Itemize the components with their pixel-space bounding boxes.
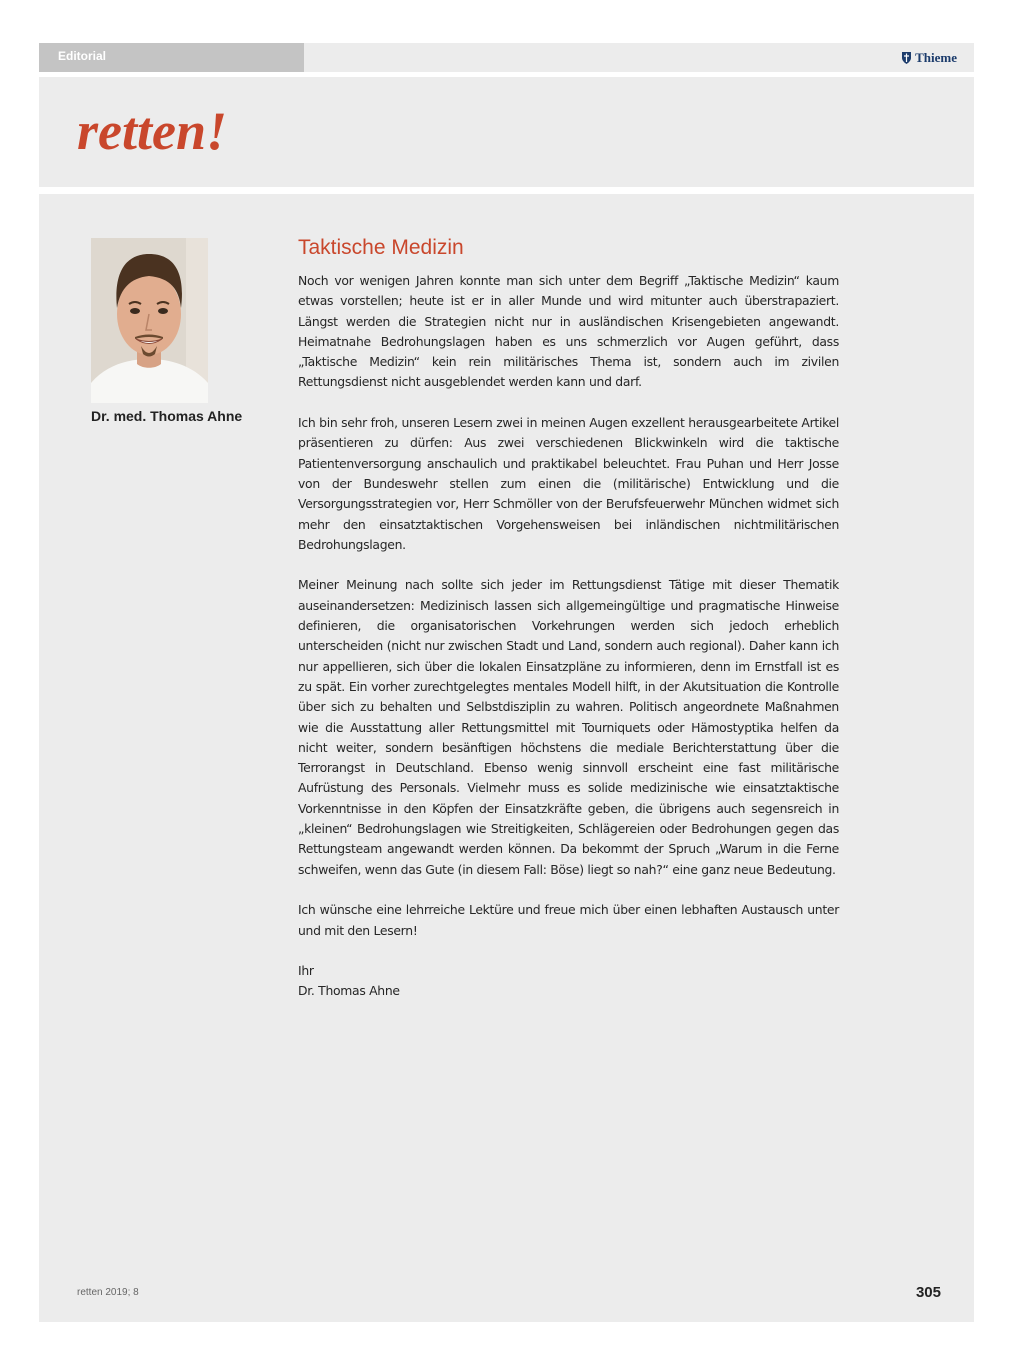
signature: Ihr Dr. Thomas Ahne: [298, 963, 400, 999]
editorial-panel: [39, 194, 974, 1322]
author-caption: Dr. med. Thomas Ahne: [91, 408, 243, 424]
article-paragraph: Meiner Meinung nach sollte sich jeder im Rettungsdienst Tätige mit dieser Thematik auseinandersetzen: Medizinisch lassen sich allgemeingültige und pragmatische Hinweise definieren, die organisatorischen Vorkehrungen werden sich jedoch erheblich unterscheiden (nicht nur zwischen Stadt und Land, sondern auch regional). Daher kann ich nur appellieren, sich über die lokalen Einsatzpläne zu informieren, denn im Ernstfall ist es zu spät. Ein vorher zurechtgelegtes mentales Modell hilft, in der Akutsituation die Kontrolle über sich zu behalten und Selbstdisziplin zu wahren. Politisch angeordnete Maßnahmen wie die Ausstattung aller Rettungsmittel mit Tourniquets oder Hämostyptika helfen da nicht weiter, sondern besänftigen höchstens die mediale Berichterstattung über die Terrorangst in Deutschland. Ebenso wenig sinnvoll erscheint eine fast militärische Aufrüstung des Personals. Vielmehr muss es solide medizinische wie einsatztaktische Vorkenntnisse in den Köpfen der Einsatzkräfte geben, die übrigens auch segensreich in „kleinen“ Bedrohungslagen wie Streitigkeiten, Schlägereien oder Bedrohungen gegen das Rettungsteam angewandt werden können. Da bekommt der Spruch „Warum in die Ferne schweifen, wenn das Gute (in diesem Fall: Böse) liegt so nah?“ eine ganz neue Bedeutung.: [298, 577, 839, 877]
section-label: Editorial: [39, 43, 304, 72]
publisher-name: Thieme: [915, 50, 957, 65]
article-paragraph: Ich bin sehr froh, unseren Lesern zwei in meinen Augen exzellent herausgearbeitete Artikel präsentieren zu dürfen: Aus zwei verschiedenen Blickwinkeln wird die taktische Patientenversorgung anschaulich und praktikabel beleuchtet. Frau Puhan und Herr Josse von der Bundeswehr stellen zum einen die (militärische) Entwicklung und die Versorgungsstrategien vor, Herr Schmöller von der Berufsfeuerwehr München widmet sich mehr den einsatztaktischen Vorgehensweisen bei inländischen nichtmilitärischen Bedrohungslagen.: [298, 415, 839, 552]
running-header: [39, 43, 974, 72]
article-paragraph: Noch vor wenigen Jahren konnte man sich unter dem Begriff „Taktische Medizin“ kaum etwas vorstellen; heute ist er in aller Munde und wird mitunter auch überstrapaziert. Längst werden die Strategien nicht nur in ausländischen Krisengebieten angewandt. Heimatnahe Bedrohungslagen haben es uns schmerzlich vor Augen geführt, dass „Taktische Medizin“ kein rein militärisches Thema ist, sondern auch im zivilen Rettungsdienst nicht ausgeblendet werden kann und darf.: [298, 273, 839, 390]
publisher-logo: [901, 50, 957, 66]
thieme-crest-icon: [901, 51, 912, 65]
journal-header: [39, 77, 974, 187]
author-photo: [91, 238, 208, 403]
journal-title: retten!: [77, 101, 228, 161]
editorial-article: [298, 234, 839, 1002]
article-paragraph: Ich wünsche eine lehrreiche Lektüre und freue mich über einen lebhaften Austausch unter und mit den Lesern!: [298, 902, 839, 938]
page-number: 305: [915, 1284, 941, 1301]
citation: retten 2019; 8: [77, 1287, 139, 1298]
article-heading: Taktische Medizin: [298, 236, 464, 259]
